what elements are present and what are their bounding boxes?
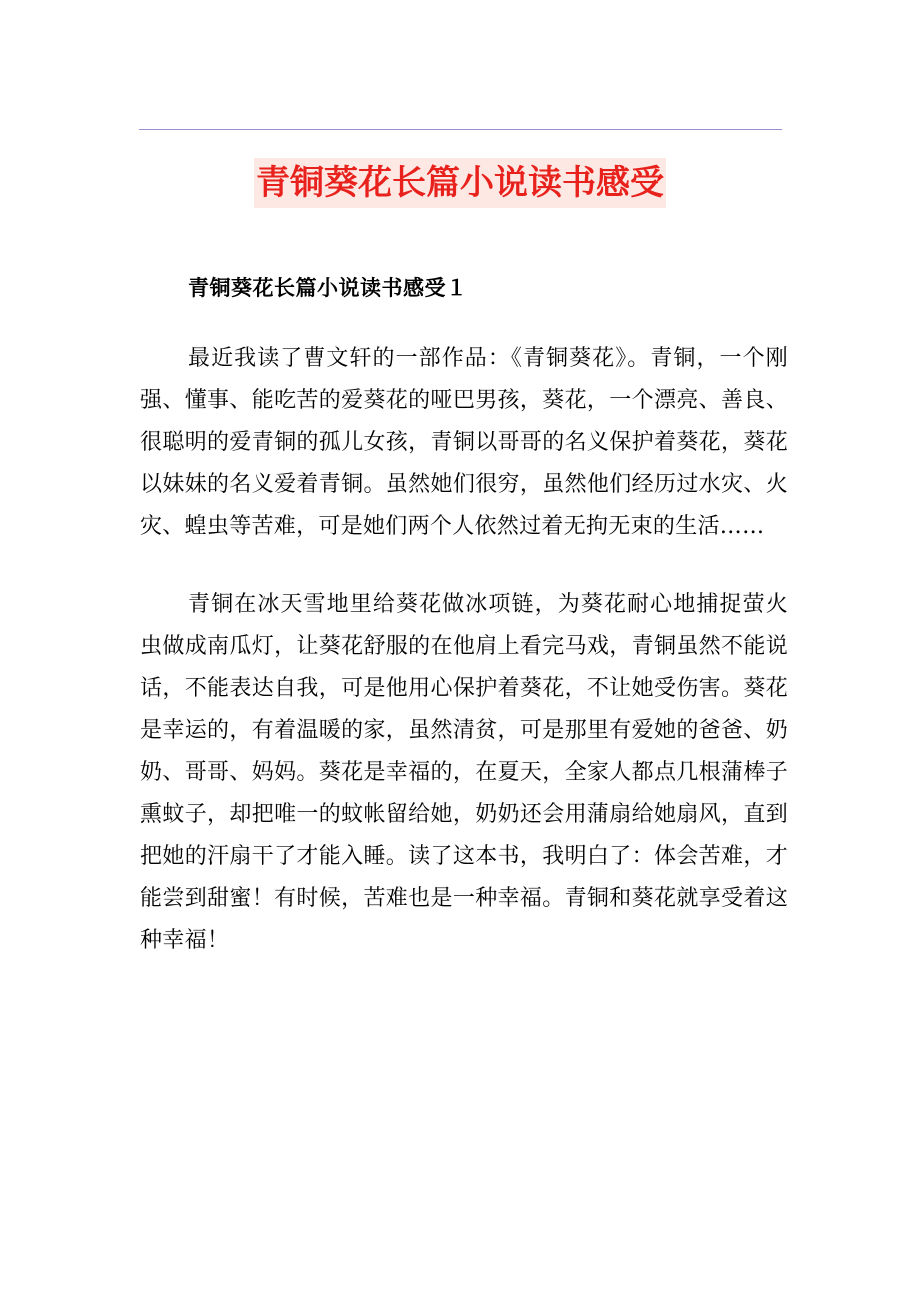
document-body	[140, 272, 788, 962]
header-rule	[139, 129, 782, 130]
body-paragraph: 青铜在冰天雪地里给葵花做冰项链，为葵花耐心地捕捉萤火虫做成南瓜灯，让葵花舒服的在他肩上看完马戏，青铜虽然不能说话，不能表达自我，可是他用心保护着葵花，不让她受伤害。葵花是幸运的，有着温暖的家，虽然清贫，可是那里有爱她的爸爸、奶奶、哥哥、妈妈。葵花是幸福的，在夏天，全家人都点几根蒲棒子熏蚊子，却把唯一的蚊帐留给她，奶奶还会用蒲扇给她扇风，直到把她的汗扇干了才能入睡。读了这本书，我明白了：体会苦难，才能尝到甜蜜！有时候，苦难也是一种幸福。青铜和葵花就享受着这种幸福！	[140, 592, 788, 953]
document-title: 青铜葵花长篇小说读书感受	[254, 158, 666, 208]
body-paragraph: 最近我读了曹文轩的一部作品：《青铜葵花》。青铜，一个刚强、懂事、能吃苦的爱葵花的哑巴男孩，葵花，一个漂亮、善良、很聪明的爱青铜的孤儿女孩，青铜以哥哥的名义保护着葵花，葵花以妹妹的名义爱着青铜。虽然她们很穷，虽然他们经历过水灾、火灾、蝗虫等苦难，可是她们两个人依然过着无拘无束的生活……	[140, 346, 788, 539]
title-container	[0, 158, 920, 208]
section-heading: 青铜葵花长篇小说读书感受１	[188, 275, 468, 300]
